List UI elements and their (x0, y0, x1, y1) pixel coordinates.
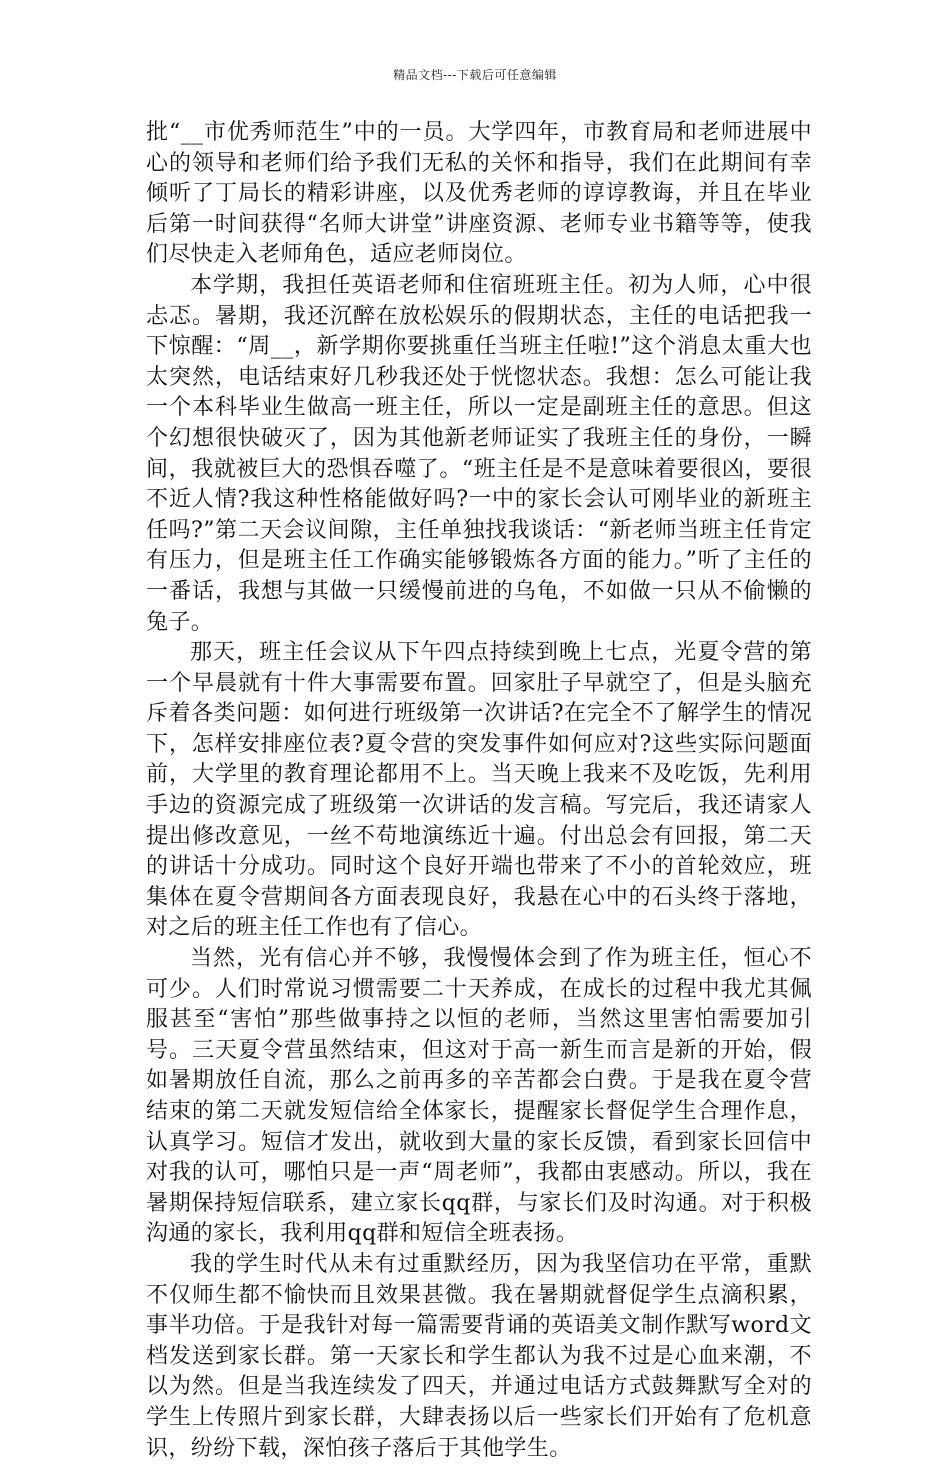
page-header: 精品文档---下载后可任意编辑 (393, 68, 557, 82)
paragraph-1: 批“__市优秀师范生”中的一员。大学四年，市教育局和老师进展中心的领导和老师们给予我们无私的关怀和指导，我们在此期间有幸倾听了丁局长的精彩讲座，以及优秀老师的谆谆教诲，并且在毕业后第一时间获得“名师大讲堂”讲座资源、老师专业书籍等等，使我们尽快走入老师角色，适应老师岗位。 (146, 120, 812, 268)
paragraph-3: 那天，班主任会议从下午四点持续到晚上七点，光夏令营的第一个早晨就有十件大事需要布置。回家肚子早就空了，但是头脑充斥着各类问题：如何进行班级第一次讲话?在完全不了解学生的情况下，怎样安排座位表?夏令营的突发事件如何应对?这些实际问题面前，大学里的教育理论都用不上。当天晚上我来不及吃饭，先利用手边的资源完成了班级第一次讲话的发言稿。写完后，我还请家人提出修改意见，一丝不苟地演练近十遍。付出总会有回报，第二天的讲话十分成功。同时这个良好开端也带来了不小的首轮效应，班集体在夏令营期间各方面表现良好，我悬在心中的石头终于落地，对之后的班主任工作也有了信心。 (146, 640, 812, 941)
paragraph-2: 本学期，我担任英语老师和住宿班班主任。初为人师，心中很忐忑。暑期，我还沉醉在放松娱乐的假期状态，主任的电话把我一下惊醒：“周__，新学期你要挑重任当班主任啦!”这个消息太重大也太突然，电话结束好几秒我还处于恍惚状态。我想：怎么可能让我一个本科毕业生做高一班主任，所以一定是副班主任的意思。但这个幻想很快破灭了，因为其他新老师证实了我班主任的身份，一瞬间，我就被巨大的恐惧吞噬了。“班主任是不是意味着要很凶，要很不近人情?我这种性格能做好吗?一中的家长会认可刚毕业的新班主任吗?”第二天会议间隙，主任单独找我谈话：“新老师当班主任肯定有压力，但是班主任工作确实能够锻炼各方面的能力。”听了主任的一番话，我想与其做一只缓慢前进的乌龟，不如做一只从不偷懒的兔子。 (146, 272, 812, 635)
paragraph-5: 我的学生时代从未有过重默经历，因为我坚信功在平常，重默不仅师生都不愉快而且效果甚微。我在暑期就督促学生点滴积累，事半功倍。于是我针对每一篇需要背诵的英语美文制作默写word文档发送到家长群。第一天家长和学生都认为我不过是心血来潮，不以为然。但是当我连续发了四天，并通过电话方式鼓舞默写全对的学生上传照片到家长群，大肆表扬以后一些家长们开始有了危机意识，纷纷下载，深怕孩子落后于其他学生。 (146, 1251, 812, 1461)
paragraph-4: 当然，光有信心并不够，我慢慢体会到了作为班主任，恒心不可少。人们时常说习惯需要二十天养成，在成长的过程中我尤其佩服甚至“害怕”那些做事持之以恒的老师，当然这里害怕需要加引号。三天夏令营虽然结束，但这对于高一新生而言是新的开始，假如暑期放任自流，那么之前再多的辛苦都会白费。于是我在夏令营结束的第二天就发短信给全体家长，提醒家长督促学生合理作息，认真学习。短信才发出，就收到大量的家长反馈，看到家长回信中对我的认可，哪怕只是一声“周老师”，我都由衷感动。所以，我在暑期保持短信联系，建立家长qq群，与家长们及时沟通。对于积极沟通的家长，我利用qq群和短信全班表扬。 (146, 946, 812, 1247)
document-body (146, 118, 812, 1464)
